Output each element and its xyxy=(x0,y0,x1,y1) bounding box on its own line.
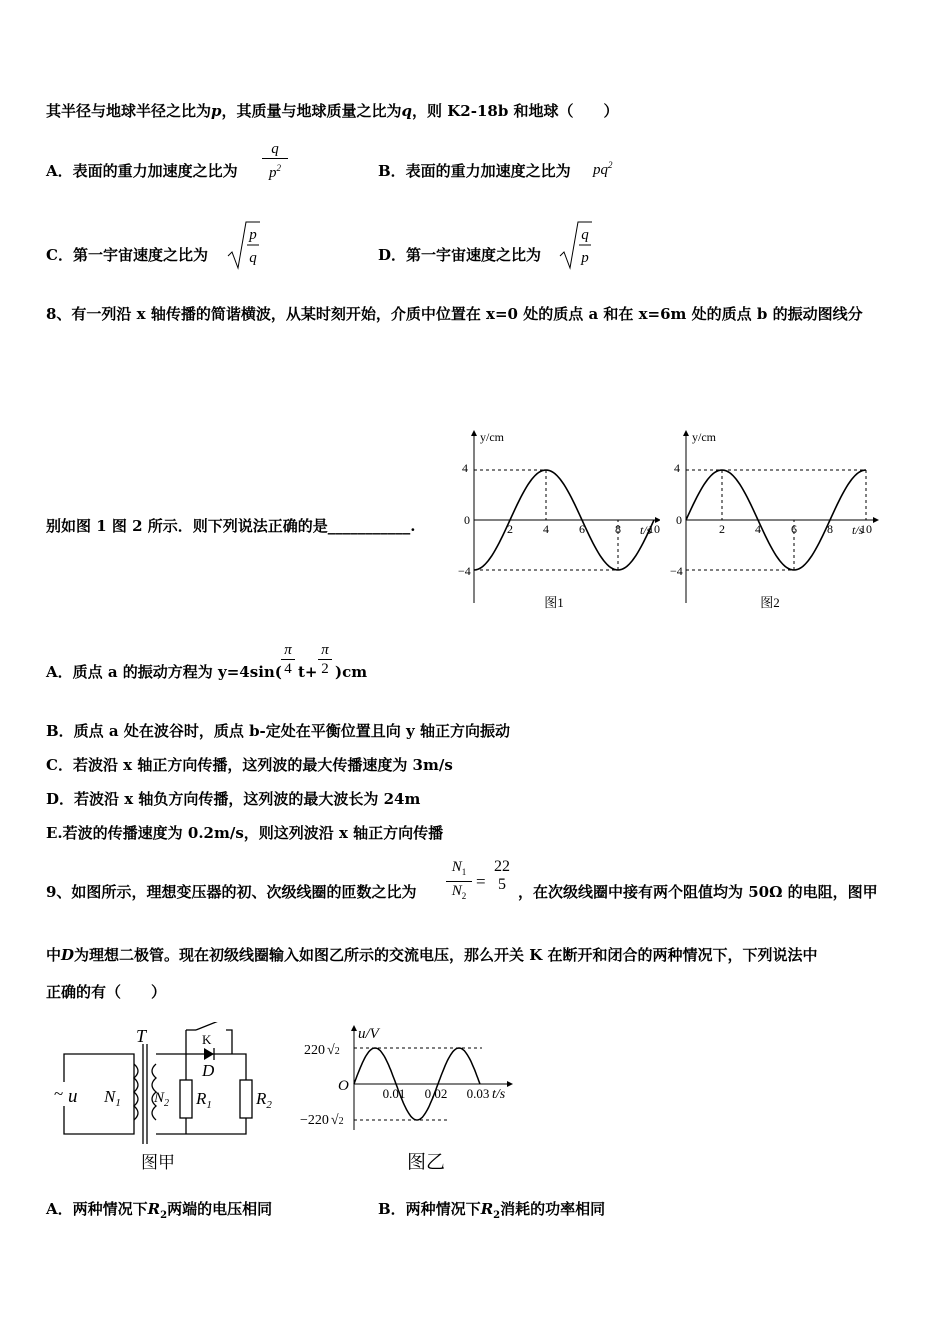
graph-1-xtick-2: 2 xyxy=(507,522,513,536)
q8-option-b: B．质点 a 处在波谷时，质点 b-定处在平衡位置且向 y 轴正方向振动 xyxy=(46,722,510,740)
graph-2-xlabel: t/s xyxy=(852,523,864,537)
svg-text:R1 xyxy=(195,1089,212,1111)
q9-ratio-value xyxy=(490,858,514,894)
q9-option-a-post: 两端的电压相同 xyxy=(167,1200,273,1218)
graph-voltage-ybot-sqrt: 2 xyxy=(338,1116,344,1127)
q8-option-a-frac1 xyxy=(281,641,295,678)
q7-option-b-expression xyxy=(593,160,613,179)
graph-1-xtick-4: 4 xyxy=(543,522,549,536)
graph-2-ytick-neg: −4 xyxy=(670,564,683,578)
q9-line2-post: 为理想二极管。现在初级线圈输入如图乙所示的交流电压，那么开关 K 在断开和闭合的两种情况下，下列说法中 xyxy=(74,946,818,964)
q9-equals: = xyxy=(476,872,486,891)
graph-1-ytick-pos: 4 xyxy=(462,461,468,475)
q7-q: q xyxy=(401,102,413,120)
circuit-n2-sub: 2 xyxy=(164,1098,170,1109)
q7-intro-a: 其半径与地球半径之比为 xyxy=(46,102,212,120)
circuit-r2-sub: 2 xyxy=(266,1099,272,1111)
q9-option-b-r: R xyxy=(480,1200,494,1218)
q8-option-a-pre: A．质点 a 的振动方程为 y=4sin( xyxy=(46,663,282,681)
q8-stem-line1: 8、有一列沿 x 轴传播的简谐横波，从某时刻开始，介质中位置在 x=0 处的质点 a 和在 x=6m 处的质点 b 的振动图线分 xyxy=(46,305,863,323)
q7-option-b: B．表面的重力加速度之比为 xyxy=(378,162,571,180)
graph-2-xtick-2: 2 xyxy=(719,522,725,536)
q9-n2-sub: 2 xyxy=(461,891,467,901)
circuit-r1: R xyxy=(196,1089,207,1108)
q7-option-d: D．第一宇宙速度之比为 xyxy=(378,246,542,264)
q9-n1-sub: 1 xyxy=(461,867,467,877)
graph-2-ylabel: y/cm xyxy=(692,430,716,444)
graph-voltage-xtick-0.01: 0.01 xyxy=(382,1086,406,1101)
circuit-tilde: ~ xyxy=(54,1084,64,1103)
q9-n1: N xyxy=(451,859,462,875)
graph-2-xtick-4: 4 xyxy=(755,522,761,536)
q7-option-c-denominator: q xyxy=(249,250,257,266)
graph-2-xtick-6: 6 xyxy=(791,522,797,536)
graph-voltage-xtick-0.03: 0.03 xyxy=(466,1086,490,1101)
svg-text:−220√2: −220 √2 xyxy=(300,1113,344,1128)
q7-intro-c: ，则 K2-18b 和地球（ ） xyxy=(412,102,619,120)
circuit-n1: N xyxy=(104,1087,116,1106)
q9-option-b-post: 消耗的功率相同 xyxy=(500,1200,606,1218)
graph-1 xyxy=(450,425,660,615)
q7-option-c-numerator: p xyxy=(249,227,257,243)
q7-option-d-radical xyxy=(558,218,592,274)
graph-voltage-ytop-sqrt: 2 xyxy=(334,1046,340,1057)
graph-voltage-ybot: −220 xyxy=(300,1113,329,1128)
graph-1-ylabel: y/cm xyxy=(480,430,504,444)
q8-option-a-frac2 xyxy=(318,641,332,678)
svg-text:R2 xyxy=(255,1089,272,1111)
q9-n2: N xyxy=(451,883,462,899)
circuit-diagram xyxy=(46,1022,296,1177)
q8-option-a-d2: 2 xyxy=(321,661,329,677)
q7-option-d-denominator: p xyxy=(581,250,589,266)
q9-stem-line1-pre: 9、如图所示，理想变压器的初、次级线圈的匝数之比为 xyxy=(46,883,417,901)
circuit-d: D xyxy=(202,1061,215,1080)
q9-option-a xyxy=(46,1199,272,1226)
graph-1-xtick-10: 10 xyxy=(648,522,660,536)
q8-option-a-mid: t+ xyxy=(298,663,318,681)
q7-option-b-exponent: 2 xyxy=(608,160,613,170)
q7-option-a-denominator: p xyxy=(269,165,277,181)
graph-voltage-ytop: 220 xyxy=(304,1043,325,1058)
q7-option-a-fraction xyxy=(262,140,288,182)
q9-option-b xyxy=(378,1199,605,1226)
q8-option-a-d1: 4 xyxy=(284,661,292,677)
graph-2 xyxy=(662,425,882,615)
q9-option-b-sub: 2 xyxy=(493,1210,501,1221)
graph-2-xtick-10: 10 xyxy=(860,522,872,536)
q7-intro xyxy=(46,101,619,121)
graph-1-origin: 0 xyxy=(464,513,470,527)
q8-option-c: C．若波沿 x 轴正方向传播，这列波的最大传播速度为 3m/s xyxy=(46,756,453,774)
graph-1-xlabel: t/s xyxy=(640,523,652,537)
q8-option-a-pi2: π xyxy=(321,642,329,658)
circuit-u: u xyxy=(68,1086,78,1107)
graph-2-xtick-8: 8 xyxy=(827,522,833,536)
q9-stem-line3: 正确的有（ ） xyxy=(46,983,167,1001)
q9-option-a-r: R xyxy=(147,1200,161,1218)
graph-voltage-caption: 图乙 xyxy=(406,1152,446,1173)
graph-2-caption: 图2 xyxy=(760,595,780,610)
graph-1-caption: 图1 xyxy=(544,595,564,610)
svg-text:220√2: 220 √2 xyxy=(304,1043,340,1058)
q7-p: p xyxy=(211,102,222,120)
circuit-caption: 图甲 xyxy=(141,1153,175,1172)
circuit-n1-sub: 1 xyxy=(115,1097,121,1109)
circuit-n2: N xyxy=(154,1090,165,1106)
q8-option-a-pi1: π xyxy=(284,642,292,658)
graph-voltage xyxy=(298,1022,528,1177)
q9-option-b-pre: B．两种情况下 xyxy=(378,1200,481,1218)
circuit-r1-sub: 1 xyxy=(206,1099,212,1111)
circuit-r2: R xyxy=(256,1089,267,1108)
q7-intro-b: ，其质量与地球质量之比为 xyxy=(221,102,402,120)
q7-option-c: C．第一宇宙速度之比为 xyxy=(46,246,208,264)
q9-stem-line2 xyxy=(46,945,818,965)
q8-option-a xyxy=(46,662,282,682)
q9-line2-d: D xyxy=(61,946,75,964)
graph-voltage-xtick-0.02: 0.02 xyxy=(424,1086,448,1101)
graph-1-xtick-6: 6 xyxy=(579,522,585,536)
graph-voltage-origin: O xyxy=(338,1078,349,1094)
circuit-t: T xyxy=(136,1026,147,1046)
q9-option-a-pre: A．两种情况下 xyxy=(46,1200,148,1218)
q7-option-a-numerator: q xyxy=(271,141,279,157)
graph-1-ytick-neg: −4 xyxy=(458,564,471,578)
graph-voltage-ylabel: u/V xyxy=(358,1026,379,1042)
q9-ratio-den: 5 xyxy=(498,876,506,893)
q8-stem-line2: 别如图 1 图 2 所示．则下列说法正确的是___________. xyxy=(46,517,416,535)
svg-text:N1 xyxy=(103,1087,121,1109)
q9-turns-ratio xyxy=(446,858,472,905)
q7-option-d-numerator: q xyxy=(581,227,589,243)
q7-option-b-pq: pq xyxy=(593,162,608,178)
q9-ratio-num: 22 xyxy=(494,858,510,875)
graph-2-ytick-pos: 4 xyxy=(674,461,680,475)
graph-2-origin: 0 xyxy=(676,513,682,527)
q8-option-e: E.若波的传播速度为 0.2m/s，则这列波沿 x 轴正方向传播 xyxy=(46,824,444,842)
q9-line2-pre: 中 xyxy=(46,946,62,964)
q9-option-a-sub: 2 xyxy=(160,1210,168,1221)
q9-stem-line1-post: ，在次级线圈中接有两个阻值均为 50Ω 的电阻，图甲 xyxy=(518,883,878,901)
q8-option-d: D．若波沿 x 轴负方向传播，这列波的最大波长为 24m xyxy=(46,790,421,808)
q7-option-c-radical xyxy=(226,218,260,274)
q8-option-a-post: )cm xyxy=(335,663,368,681)
circuit-k: K xyxy=(202,1032,212,1047)
q7-option-a: A．表面的重力加速度之比为 xyxy=(46,162,238,180)
q7-option-a-exponent: 2 xyxy=(276,163,281,173)
graph-voltage-xlabel: t/s xyxy=(492,1087,506,1102)
graph-1-xtick-8: 8 xyxy=(615,522,621,536)
